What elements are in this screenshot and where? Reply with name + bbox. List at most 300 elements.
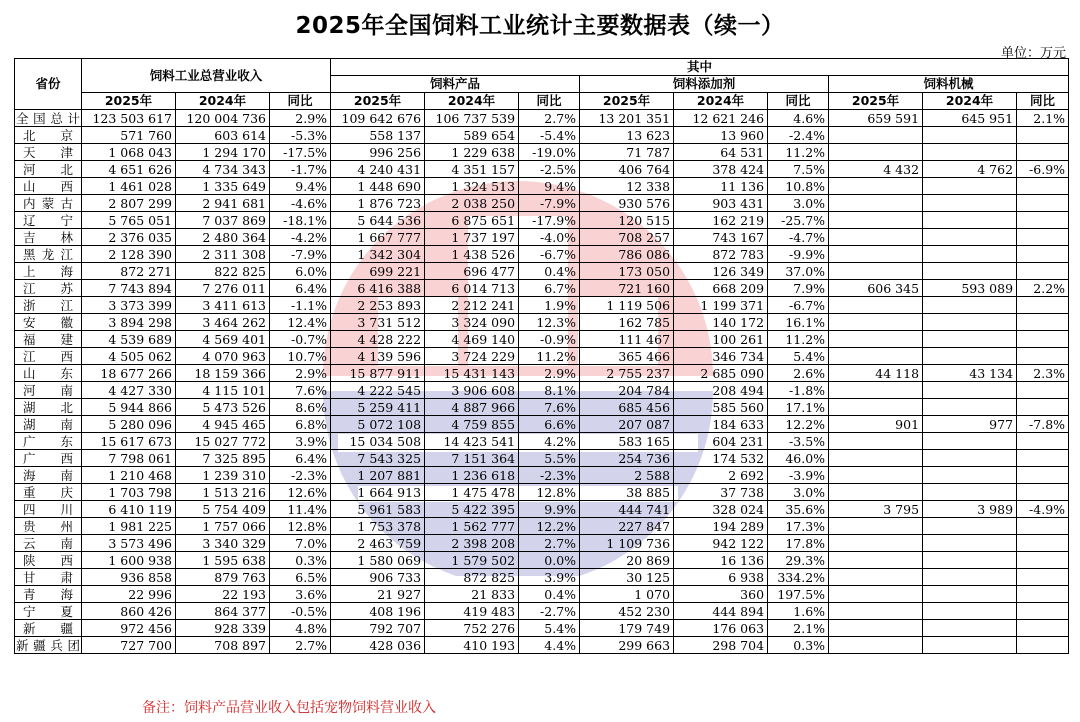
value-cell: 444 894 bbox=[674, 603, 768, 620]
value-cell: 5 259 411 bbox=[331, 399, 425, 416]
value-cell bbox=[829, 399, 923, 416]
value-cell: 334.2% bbox=[768, 569, 829, 586]
value-cell: 35.6% bbox=[768, 501, 829, 518]
value-cell bbox=[829, 314, 923, 331]
value-cell: 12.6% bbox=[270, 484, 331, 501]
value-cell: 685 456 bbox=[580, 399, 674, 416]
value-cell bbox=[829, 484, 923, 501]
value-cell: 106 737 539 bbox=[425, 110, 519, 127]
value-cell bbox=[1017, 399, 1069, 416]
table-row bbox=[15, 314, 1069, 331]
value-cell: 3 573 496 bbox=[82, 535, 176, 552]
value-cell: -3.9% bbox=[768, 467, 829, 484]
value-cell: 111 467 bbox=[580, 331, 674, 348]
value-cell: 942 122 bbox=[674, 535, 768, 552]
value-cell: 9.4% bbox=[519, 178, 580, 195]
value-cell: 2.7% bbox=[270, 637, 331, 654]
value-cell bbox=[829, 552, 923, 569]
value-cell: 0.4% bbox=[519, 263, 580, 280]
value-cell: 3.9% bbox=[270, 433, 331, 450]
value-cell: 2 376 035 bbox=[82, 229, 176, 246]
value-cell: 9.9% bbox=[519, 501, 580, 518]
value-cell: 872 271 bbox=[82, 263, 176, 280]
value-cell: 3.6% bbox=[270, 586, 331, 603]
value-cell bbox=[829, 263, 923, 280]
value-cell: 4.6% bbox=[768, 110, 829, 127]
value-cell: 346 734 bbox=[674, 348, 768, 365]
value-cell: 4 070 963 bbox=[176, 348, 270, 365]
value-cell: 71 787 bbox=[580, 144, 674, 161]
value-cell bbox=[923, 450, 1017, 467]
value-cell: 207 087 bbox=[580, 416, 674, 433]
value-cell: 10.8% bbox=[768, 178, 829, 195]
value-cell: 1 199 371 bbox=[674, 297, 768, 314]
value-cell: 5 280 096 bbox=[82, 416, 176, 433]
value-cell: 1 579 502 bbox=[425, 552, 519, 569]
value-cell: 179 749 bbox=[580, 620, 674, 637]
value-cell: 1 229 638 bbox=[425, 144, 519, 161]
value-cell: 1 335 649 bbox=[176, 178, 270, 195]
value-cell: 1 210 468 bbox=[82, 467, 176, 484]
value-cell bbox=[829, 450, 923, 467]
value-cell bbox=[1017, 382, 1069, 399]
value-cell: 162 219 bbox=[674, 212, 768, 229]
value-cell bbox=[1017, 484, 1069, 501]
value-cell: 4 569 401 bbox=[176, 331, 270, 348]
table-row bbox=[15, 433, 1069, 450]
value-cell: 21 833 bbox=[425, 586, 519, 603]
province-cell: 山西 bbox=[15, 178, 82, 195]
value-cell: 3 464 262 bbox=[176, 314, 270, 331]
value-cell: 5 944 866 bbox=[82, 399, 176, 416]
value-cell: 3 894 298 bbox=[82, 314, 176, 331]
value-cell: 8.1% bbox=[519, 382, 580, 399]
value-cell bbox=[829, 569, 923, 586]
value-cell: -18.1% bbox=[270, 212, 331, 229]
value-cell: 46.0% bbox=[768, 450, 829, 467]
province-cell: 辽宁 bbox=[15, 212, 82, 229]
province-cell: 陕西 bbox=[15, 552, 82, 569]
value-cell bbox=[1017, 263, 1069, 280]
province-cell: 安徽 bbox=[15, 314, 82, 331]
value-cell: 0.0% bbox=[519, 552, 580, 569]
value-cell: 645 951 bbox=[923, 110, 1017, 127]
province-cell: 黑龙江 bbox=[15, 246, 82, 263]
table-row bbox=[15, 348, 1069, 365]
value-cell bbox=[829, 297, 923, 314]
value-cell: 6.4% bbox=[270, 450, 331, 467]
value-cell: 406 764 bbox=[580, 161, 674, 178]
value-cell: 0.3% bbox=[768, 637, 829, 654]
value-cell: 7.6% bbox=[519, 399, 580, 416]
province-cell: 上海 bbox=[15, 263, 82, 280]
value-cell: 901 bbox=[829, 416, 923, 433]
value-cell: 4 427 330 bbox=[82, 382, 176, 399]
value-cell bbox=[923, 195, 1017, 212]
value-cell: 176 063 bbox=[674, 620, 768, 637]
value-cell: 1 109 736 bbox=[580, 535, 674, 552]
value-cell bbox=[1017, 637, 1069, 654]
table-row bbox=[15, 365, 1069, 382]
value-cell: 6.6% bbox=[519, 416, 580, 433]
table-row bbox=[15, 127, 1069, 144]
value-cell bbox=[829, 535, 923, 552]
value-cell: 7 543 325 bbox=[331, 450, 425, 467]
value-cell: 571 760 bbox=[82, 127, 176, 144]
value-cell: 1 757 066 bbox=[176, 518, 270, 535]
value-cell bbox=[1017, 314, 1069, 331]
value-cell: 727 700 bbox=[82, 637, 176, 654]
value-cell: -5.3% bbox=[270, 127, 331, 144]
value-cell: 2 480 364 bbox=[176, 229, 270, 246]
value-cell: -4.0% bbox=[519, 229, 580, 246]
value-cell bbox=[829, 348, 923, 365]
value-cell: 2 807 299 bbox=[82, 195, 176, 212]
value-cell: 1 448 690 bbox=[331, 178, 425, 195]
value-cell: 11.4% bbox=[270, 501, 331, 518]
value-cell: 1 600 938 bbox=[82, 552, 176, 569]
value-cell: 328 024 bbox=[674, 501, 768, 518]
value-cell: -4.6% bbox=[270, 195, 331, 212]
value-cell: 872 783 bbox=[674, 246, 768, 263]
province-cell: 天津 bbox=[15, 144, 82, 161]
value-cell: 7.0% bbox=[270, 535, 331, 552]
value-cell: -6.7% bbox=[768, 297, 829, 314]
province-cell: 宁夏 bbox=[15, 603, 82, 620]
value-cell: 3 795 bbox=[829, 501, 923, 518]
value-cell: 3 731 512 bbox=[331, 314, 425, 331]
value-cell bbox=[829, 331, 923, 348]
value-cell: 0.4% bbox=[519, 586, 580, 603]
value-cell: 972 456 bbox=[82, 620, 176, 637]
value-cell: 1 461 028 bbox=[82, 178, 176, 195]
table-row bbox=[15, 416, 1069, 433]
value-cell: 123 503 617 bbox=[82, 110, 176, 127]
value-cell bbox=[923, 348, 1017, 365]
value-cell: 2 755 237 bbox=[580, 365, 674, 382]
value-cell: 1 236 618 bbox=[425, 467, 519, 484]
header-yoy: 同比 bbox=[1017, 93, 1069, 110]
value-cell: 1 595 638 bbox=[176, 552, 270, 569]
value-cell bbox=[923, 603, 1017, 620]
value-cell: 197.5% bbox=[768, 586, 829, 603]
value-cell: 4 759 855 bbox=[425, 416, 519, 433]
value-cell: 1 513 216 bbox=[176, 484, 270, 501]
value-cell: 162 785 bbox=[580, 314, 674, 331]
value-cell bbox=[923, 144, 1017, 161]
value-cell: 2 253 893 bbox=[331, 297, 425, 314]
value-cell: -2.7% bbox=[519, 603, 580, 620]
value-cell: 22 193 bbox=[176, 586, 270, 603]
value-cell: 1 068 043 bbox=[82, 144, 176, 161]
value-cell: 1.6% bbox=[768, 603, 829, 620]
value-cell: 583 165 bbox=[580, 433, 674, 450]
header-yoy: 同比 bbox=[519, 93, 580, 110]
value-cell: 15 617 673 bbox=[82, 433, 176, 450]
value-cell: -0.9% bbox=[519, 331, 580, 348]
header-total-revenue: 饲料工业总营业收入 bbox=[82, 59, 331, 93]
value-cell: 12.2% bbox=[519, 518, 580, 535]
value-cell bbox=[1017, 620, 1069, 637]
value-cell bbox=[1017, 535, 1069, 552]
value-cell: 2 588 bbox=[580, 467, 674, 484]
value-cell: 2.7% bbox=[519, 110, 580, 127]
value-cell: 2.7% bbox=[519, 535, 580, 552]
value-cell: 17.8% bbox=[768, 535, 829, 552]
table-row bbox=[15, 110, 1069, 127]
value-cell bbox=[923, 212, 1017, 229]
province-cell: 云南 bbox=[15, 535, 82, 552]
table-row bbox=[15, 280, 1069, 297]
province-cell: 广东 bbox=[15, 433, 82, 450]
value-cell: 4 505 062 bbox=[82, 348, 176, 365]
value-cell bbox=[1017, 246, 1069, 263]
value-cell: 37 738 bbox=[674, 484, 768, 501]
value-cell bbox=[923, 246, 1017, 263]
value-cell bbox=[923, 263, 1017, 280]
value-cell: 6 416 388 bbox=[331, 280, 425, 297]
value-cell: 44 118 bbox=[829, 365, 923, 382]
table-row bbox=[15, 586, 1069, 603]
value-cell: 699 221 bbox=[331, 263, 425, 280]
value-cell bbox=[1017, 569, 1069, 586]
value-cell bbox=[829, 229, 923, 246]
value-cell: 668 209 bbox=[674, 280, 768, 297]
value-cell: 872 825 bbox=[425, 569, 519, 586]
table-row bbox=[15, 501, 1069, 518]
value-cell: 17.3% bbox=[768, 518, 829, 535]
value-cell: 5 422 395 bbox=[425, 501, 519, 518]
value-cell: 7 798 061 bbox=[82, 450, 176, 467]
value-cell: 17.1% bbox=[768, 399, 829, 416]
value-cell: -6.9% bbox=[1017, 161, 1069, 178]
value-cell: 2 685 090 bbox=[674, 365, 768, 382]
value-cell: 15 877 911 bbox=[331, 365, 425, 382]
table-row bbox=[15, 467, 1069, 484]
value-cell: 4 539 689 bbox=[82, 331, 176, 348]
header-yoy: 同比 bbox=[768, 93, 829, 110]
value-cell: 1 438 526 bbox=[425, 246, 519, 263]
value-cell: 4.2% bbox=[519, 433, 580, 450]
value-cell: 2.3% bbox=[1017, 365, 1069, 382]
unit-label: 单位：万元 bbox=[1000, 46, 1066, 61]
value-cell: 16.1% bbox=[768, 314, 829, 331]
value-cell: 879 763 bbox=[176, 569, 270, 586]
value-cell: 7 276 011 bbox=[176, 280, 270, 297]
value-cell: -7.8% bbox=[1017, 416, 1069, 433]
value-cell: 1 475 478 bbox=[425, 484, 519, 501]
statistics-table bbox=[14, 58, 1069, 654]
province-cell: 湖南 bbox=[15, 416, 82, 433]
value-cell: 906 733 bbox=[331, 569, 425, 586]
value-cell bbox=[923, 314, 1017, 331]
value-cell bbox=[1017, 467, 1069, 484]
header-feed-additives: 饲料添加剂 bbox=[580, 76, 829, 93]
value-cell bbox=[923, 535, 1017, 552]
value-cell: 13 960 bbox=[674, 127, 768, 144]
value-cell: 6.5% bbox=[270, 569, 331, 586]
value-cell bbox=[829, 144, 923, 161]
value-cell: 996 256 bbox=[331, 144, 425, 161]
table-row bbox=[15, 450, 1069, 467]
province-cell: 福建 bbox=[15, 331, 82, 348]
value-cell: 585 560 bbox=[674, 399, 768, 416]
value-cell: -4.2% bbox=[270, 229, 331, 246]
value-cell bbox=[923, 433, 1017, 450]
value-cell: 12.8% bbox=[519, 484, 580, 501]
value-cell: 864 377 bbox=[176, 603, 270, 620]
table-row bbox=[15, 331, 1069, 348]
value-cell: 1 294 170 bbox=[176, 144, 270, 161]
table-row bbox=[15, 263, 1069, 280]
value-cell: 13 623 bbox=[580, 127, 674, 144]
value-cell: -1.1% bbox=[270, 297, 331, 314]
value-cell bbox=[829, 518, 923, 535]
value-cell: 1 324 513 bbox=[425, 178, 519, 195]
table-row bbox=[15, 552, 1069, 569]
value-cell: 696 477 bbox=[425, 263, 519, 280]
value-cell: 2 692 bbox=[674, 467, 768, 484]
value-cell bbox=[923, 620, 1017, 637]
value-cell bbox=[1017, 297, 1069, 314]
value-cell: 38 885 bbox=[580, 484, 674, 501]
value-cell: 1 119 506 bbox=[580, 297, 674, 314]
value-cell: 2 398 208 bbox=[425, 535, 519, 552]
province-cell: 广西 bbox=[15, 450, 82, 467]
value-cell: 4 351 157 bbox=[425, 161, 519, 178]
province-cell: 海南 bbox=[15, 467, 82, 484]
value-cell bbox=[829, 195, 923, 212]
value-cell: 419 483 bbox=[425, 603, 519, 620]
value-cell: 378 424 bbox=[674, 161, 768, 178]
value-cell: 6.8% bbox=[270, 416, 331, 433]
value-cell: 5.4% bbox=[519, 620, 580, 637]
value-cell: -1.7% bbox=[270, 161, 331, 178]
value-cell bbox=[923, 569, 1017, 586]
province-cell: 湖北 bbox=[15, 399, 82, 416]
table-row bbox=[15, 637, 1069, 654]
value-cell: 21 927 bbox=[331, 586, 425, 603]
value-cell: 1 876 723 bbox=[331, 195, 425, 212]
value-cell: 174 532 bbox=[674, 450, 768, 467]
value-cell: 7.6% bbox=[270, 382, 331, 399]
value-cell: 2.2% bbox=[1017, 280, 1069, 297]
value-cell: 444 741 bbox=[580, 501, 674, 518]
value-cell: 860 426 bbox=[82, 603, 176, 620]
value-cell: 2.9% bbox=[519, 365, 580, 382]
value-cell: 1 753 378 bbox=[331, 518, 425, 535]
value-cell: 3 340 329 bbox=[176, 535, 270, 552]
value-cell: 173 050 bbox=[580, 263, 674, 280]
header-feed-products: 饲料产品 bbox=[331, 76, 580, 93]
value-cell: 5 961 583 bbox=[331, 501, 425, 518]
province-cell: 浙江 bbox=[15, 297, 82, 314]
value-cell: 708 257 bbox=[580, 229, 674, 246]
province-cell: 河北 bbox=[15, 161, 82, 178]
value-cell: 1 580 069 bbox=[331, 552, 425, 569]
value-cell: -4.9% bbox=[1017, 501, 1069, 518]
value-cell: 7 743 894 bbox=[82, 280, 176, 297]
table-row bbox=[15, 603, 1069, 620]
value-cell: 37.0% bbox=[768, 263, 829, 280]
value-cell: 6.7% bbox=[519, 280, 580, 297]
value-cell: 6 875 651 bbox=[425, 212, 519, 229]
value-cell: 4 762 bbox=[923, 161, 1017, 178]
value-cell: 928 339 bbox=[176, 620, 270, 637]
value-cell: -6.7% bbox=[519, 246, 580, 263]
table-body bbox=[15, 110, 1069, 654]
value-cell bbox=[1017, 144, 1069, 161]
header-of-which: 其中 bbox=[331, 59, 1069, 76]
value-cell: 1 981 225 bbox=[82, 518, 176, 535]
province-cell: 新疆 bbox=[15, 620, 82, 637]
value-cell: 7 151 364 bbox=[425, 450, 519, 467]
value-cell bbox=[1017, 127, 1069, 144]
province-cell: 吉林 bbox=[15, 229, 82, 246]
header-feed-machinery: 饲料机械 bbox=[829, 76, 1069, 93]
value-cell: 2 463 759 bbox=[331, 535, 425, 552]
value-cell: 604 231 bbox=[674, 433, 768, 450]
province-cell: 北京 bbox=[15, 127, 82, 144]
value-cell: 120 515 bbox=[580, 212, 674, 229]
footnote: 备注：饲料产品营业收入包括宠物饲料营业收入 bbox=[142, 700, 436, 716]
value-cell: 12 621 246 bbox=[674, 110, 768, 127]
value-cell bbox=[1017, 348, 1069, 365]
table-row bbox=[15, 161, 1069, 178]
value-cell: 2 311 308 bbox=[176, 246, 270, 263]
value-cell: 3 989 bbox=[923, 501, 1017, 518]
value-cell bbox=[923, 297, 1017, 314]
value-cell bbox=[829, 467, 923, 484]
value-cell: 11 136 bbox=[674, 178, 768, 195]
value-cell bbox=[1017, 229, 1069, 246]
value-cell bbox=[1017, 603, 1069, 620]
value-cell: 1 737 197 bbox=[425, 229, 519, 246]
value-cell: 3 373 399 bbox=[82, 297, 176, 314]
value-cell: 603 614 bbox=[176, 127, 270, 144]
value-cell bbox=[923, 382, 1017, 399]
value-cell: 1 664 913 bbox=[331, 484, 425, 501]
value-cell: 6 938 bbox=[674, 569, 768, 586]
value-cell bbox=[923, 178, 1017, 195]
table-row bbox=[15, 382, 1069, 399]
value-cell: 1 703 798 bbox=[82, 484, 176, 501]
value-cell bbox=[923, 467, 1017, 484]
table-row bbox=[15, 620, 1069, 637]
value-cell: 2.1% bbox=[1017, 110, 1069, 127]
value-cell: 3 411 613 bbox=[176, 297, 270, 314]
table-row bbox=[15, 535, 1069, 552]
value-cell: 1 562 777 bbox=[425, 518, 519, 535]
value-cell: -2.3% bbox=[519, 467, 580, 484]
value-cell: 22 996 bbox=[82, 586, 176, 603]
value-cell: 18 677 266 bbox=[82, 365, 176, 382]
value-cell: -2.5% bbox=[519, 161, 580, 178]
value-cell: 7.5% bbox=[768, 161, 829, 178]
value-cell: 2 212 241 bbox=[425, 297, 519, 314]
value-cell: 2 038 250 bbox=[425, 195, 519, 212]
table-row bbox=[15, 297, 1069, 314]
value-cell: 4 469 140 bbox=[425, 331, 519, 348]
value-cell: -3.5% bbox=[768, 433, 829, 450]
value-cell: 936 858 bbox=[82, 569, 176, 586]
header-year-2025: 2025年 bbox=[331, 93, 425, 110]
value-cell: 12.8% bbox=[270, 518, 331, 535]
value-cell: 4.4% bbox=[519, 637, 580, 654]
value-cell: 4.8% bbox=[270, 620, 331, 637]
value-cell bbox=[923, 637, 1017, 654]
value-cell bbox=[829, 433, 923, 450]
